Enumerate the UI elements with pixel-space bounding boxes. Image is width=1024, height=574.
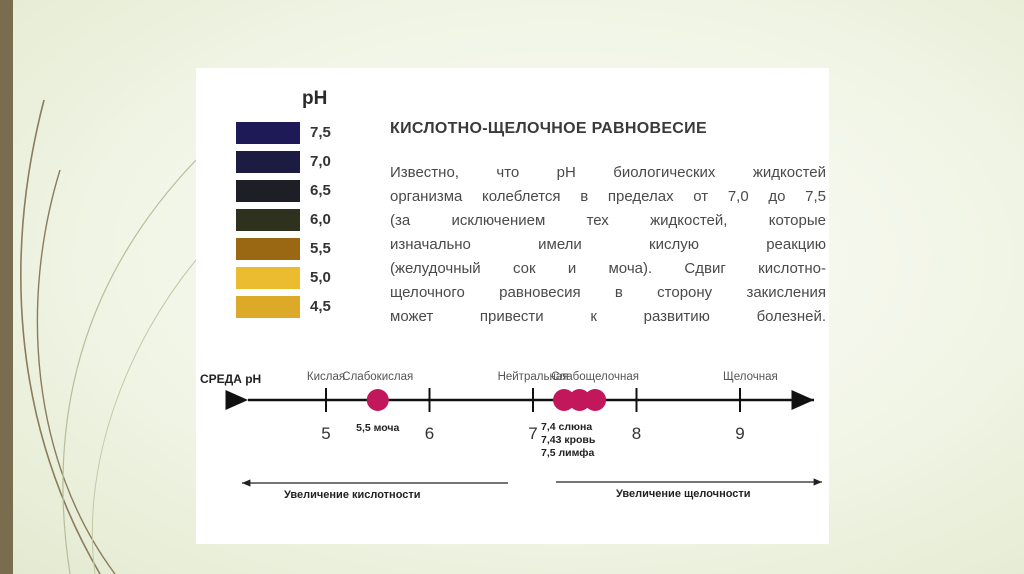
point-label: 5,5 моча (356, 422, 400, 434)
decorative-curves (0, 0, 220, 574)
page-title: КИСЛОТНО-ЩЕЛОЧНОЕ РАВНОВЕСИЕ (390, 120, 707, 137)
ph-point (584, 389, 606, 411)
environment-label: Слабокислая (342, 371, 414, 383)
environment-label: Нейтральная (497, 371, 569, 383)
ph-swatch-value: 7,0 (310, 153, 331, 170)
tick-label: 9 (735, 424, 745, 443)
description-line: Известно, что pH биологических жидкостей (390, 164, 826, 181)
media-label: 7,5 лимфа (541, 447, 595, 459)
description-line: (за исключением тех жидкостей, которые (390, 212, 826, 229)
ph-color-swatch (236, 296, 300, 318)
description-line: организма колеблется в пределах от 7,0 до 7,5 (390, 188, 826, 205)
ph-scale-header: pH (302, 88, 328, 109)
acidity-arrow-label: Увеличение кислотности (284, 489, 421, 501)
ph-color-swatch (236, 122, 300, 144)
environment-label: Щелочная (722, 371, 778, 383)
ph-color-swatch (236, 151, 300, 173)
description-line: (желудочный сок и моча). Сдвиг кислотно- (390, 260, 826, 277)
ph-color-swatch (236, 209, 300, 231)
ph-point (367, 389, 389, 411)
description-line: может привести к развитию болезней. (390, 308, 826, 325)
ph-axis-diagram (196, 358, 829, 544)
media-label: 7,43 кровь (541, 434, 596, 446)
tick-label: 7 (528, 424, 538, 443)
description-text (390, 161, 826, 329)
ph-color-swatch (236, 267, 300, 289)
axis-label: СРЕДА pH (200, 372, 262, 386)
ph-swatch-value: 5,0 (310, 269, 331, 286)
environment-label: Кислая (306, 371, 346, 383)
environment-label: Слабощелочная (551, 371, 639, 383)
description-line: изначально имели кислую реакцию (390, 236, 826, 253)
tick-label: 8 (631, 424, 642, 443)
ph-color-swatch (236, 180, 300, 202)
ph-swatch-value: 6,0 (310, 211, 331, 228)
tick-label: 6 (424, 424, 435, 443)
ph-swatch-value: 4,5 (310, 298, 331, 315)
ph-color-swatch (236, 238, 300, 260)
ph-swatch-value: 7,5 (310, 124, 331, 141)
alkalinity-arrow-label: Увеличение щелочности (616, 488, 751, 500)
description-line: щелочного равновесия в сторону закисления (390, 284, 826, 301)
ph-swatch-value: 6,5 (310, 182, 331, 199)
media-label: 7,4 слюна (541, 421, 593, 433)
tick-label: 5 (321, 424, 331, 443)
slide-image (196, 68, 829, 544)
ph-swatch-value: 5,5 (310, 240, 331, 257)
